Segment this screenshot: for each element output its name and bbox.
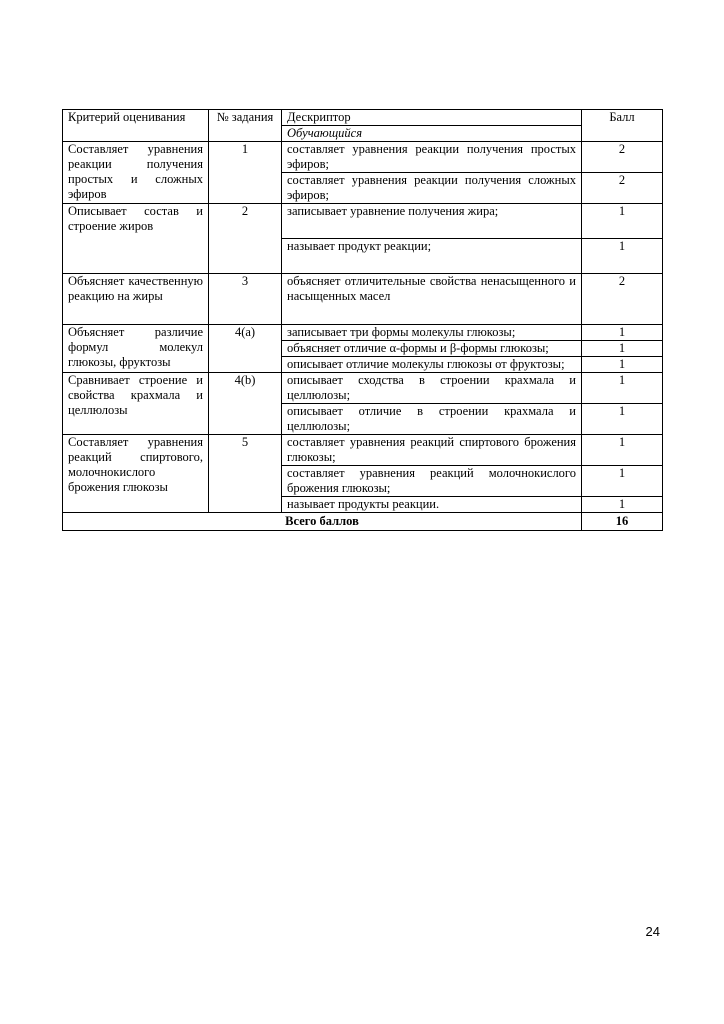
descriptor-cell: описывает отличие в строении крахмала и целлюлозы; — [282, 404, 582, 435]
criterion-cell: Объясняет различие формул молекул глюкозы, фруктозы — [63, 325, 209, 373]
descriptor-cell: записывает три формы молекулы глюкозы; — [282, 325, 582, 341]
score-cell: 1 — [582, 497, 663, 513]
criterion-cell: Сравнивает строение и свойства крахмала и целлюлозы — [63, 373, 209, 435]
score-cell: 2 — [582, 173, 663, 204]
task-number-cell: 2 — [209, 204, 282, 274]
descriptor-cell: составляет уравнения реакций молочнокислого брожения глюкозы; — [282, 466, 582, 497]
descriptor-cell: описывает сходства в строении крахмала и целлюлозы; — [282, 373, 582, 404]
criterion-cell: Составляет уравнения реакции получения простых и сложных эфиров — [63, 142, 209, 204]
score-cell: 1 — [582, 373, 663, 404]
score-cell: 1 — [582, 466, 663, 497]
descriptor-cell: называет продукт реакции; — [282, 239, 582, 274]
table-row — [63, 435, 663, 466]
descriptor-cell: составляет уравнения реакции получения сложных эфиров; — [282, 173, 582, 204]
header-row — [63, 110, 663, 126]
score-cell: 2 — [582, 274, 663, 325]
task-number-cell: 4(b) — [209, 373, 282, 435]
criterion-cell: Описывает состав и строение жиров — [63, 204, 209, 274]
descriptor-cell: называет продукты реакции. — [282, 497, 582, 513]
task-number-cell: 1 — [209, 142, 282, 204]
header-criterion: Критерий оценивания — [63, 110, 209, 142]
total-label: Всего баллов — [63, 513, 582, 531]
descriptor-cell: описывает отличие молекулы глюкозы от фруктозы; — [282, 357, 582, 373]
table-row — [63, 274, 663, 325]
task-number-cell: 5 — [209, 435, 282, 513]
criterion-cell: Объясняет качественную реакцию на жиры — [63, 274, 209, 325]
descriptor-cell: объясняет отличительные свойства ненасыщенного и насыщенных масел — [282, 274, 582, 325]
header-descriptor: Дескриптор — [282, 110, 582, 126]
descriptor-cell: составляет уравнения реакций спиртового брожения глюкозы; — [282, 435, 582, 466]
header-descriptor-sub: Обучающийся — [282, 126, 582, 142]
score-cell: 1 — [582, 404, 663, 435]
descriptor-cell: объясняет отличие α-формы и β-формы глюкозы; — [282, 341, 582, 357]
score-cell: 1 — [582, 239, 663, 274]
page-number: 24 — [645, 924, 660, 939]
header-score: Балл — [582, 110, 663, 142]
header-task-number: № задания — [209, 110, 282, 142]
table-row — [63, 373, 663, 404]
table-row — [63, 204, 663, 239]
score-cell: 1 — [582, 341, 663, 357]
task-number-cell: 4(a) — [209, 325, 282, 373]
task-number-cell: 3 — [209, 274, 282, 325]
score-cell: 1 — [582, 435, 663, 466]
table-row — [63, 142, 663, 173]
score-cell: 1 — [582, 204, 663, 239]
score-cell: 1 — [582, 357, 663, 373]
score-cell: 2 — [582, 142, 663, 173]
table-row — [63, 325, 663, 341]
assessment-rubric-table — [62, 109, 663, 531]
score-cell: 1 — [582, 325, 663, 341]
total-value: 16 — [582, 513, 663, 531]
descriptor-cell: составляет уравнения реакции получения простых эфиров; — [282, 142, 582, 173]
total-row — [63, 513, 663, 531]
criterion-cell: Составляет уравнения реакций спиртового, молочнокислого брожения глюкозы — [63, 435, 209, 513]
descriptor-cell: записывает уравнение получения жира; — [282, 204, 582, 239]
